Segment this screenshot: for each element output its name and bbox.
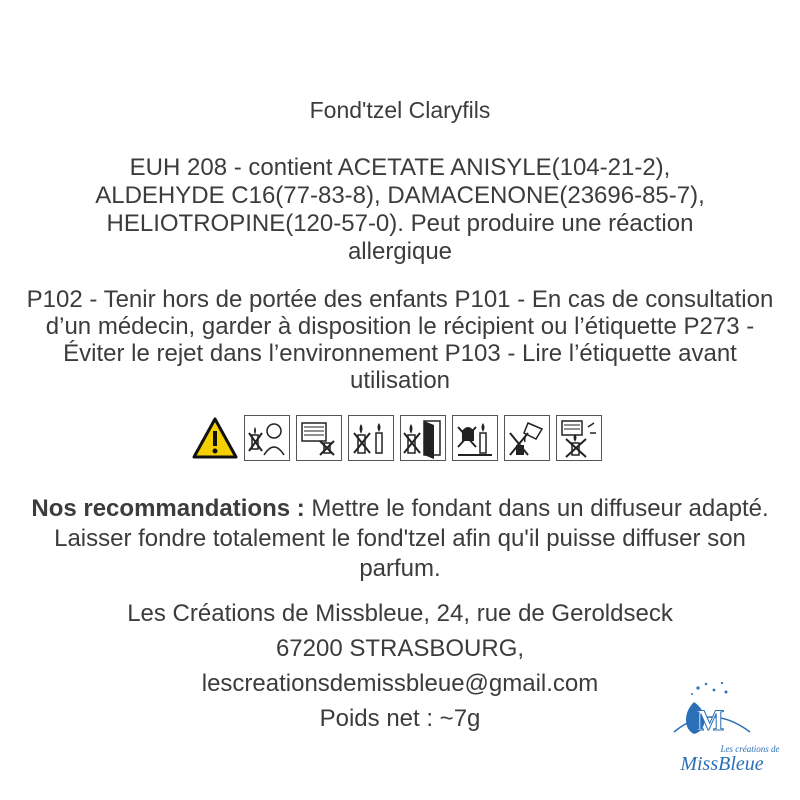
do-not-expose-to-heat-icon [296, 415, 342, 461]
recommendations-text: Mettre le fondant dans un diffuseur adapté. Laisser fondre totalement le fond'tzel afin qu'il puisse diffuser son parfum. [54, 495, 769, 582]
address-line-2: 67200 STRASBOURG, [275, 635, 525, 662]
keep-away-from-flammables-icon [452, 415, 498, 461]
warning-triangle-icon [192, 415, 238, 461]
precautionary-statements: P102 - Tenir hors de portée des enfants P101 - En cas de consultation d’un médecin, garder à disposition le récipient ou l’étiquette P273 - Éviter le rejet dans l’environnement P103 - Lire l’étiquette avant utilisation [26, 286, 774, 394]
address-line-1: Les Créations de Missbleue, 24, rue de Geroldseck [127, 600, 673, 627]
safety-pictograms [192, 412, 612, 464]
brand-logo [664, 680, 780, 772]
logo-tagline: Les créations de [720, 744, 780, 754]
keep-away-from-draughts-icon [400, 415, 446, 461]
keep-away-from-children-icon [244, 415, 290, 461]
do-not-burn-near-objects-icon [556, 415, 602, 461]
euh-statement: EUH 208 - contient ACETATE ANISYLE(104-21-2), ALDEHYDE C16(77-83-8), DAMACENONE(23696-85-7), HELIOTROPINE(120-57-0). Peut produire une réaction allergique [95, 154, 705, 265]
net-weight: Poids net : ~7g [319, 705, 481, 732]
recommendations [20, 494, 780, 584]
svg-text:M: M [695, 704, 725, 737]
contact-email: lescreationsdemissbleue@gmail.com [201, 670, 599, 697]
do-not-leave-burning-unattended-icon [348, 415, 394, 461]
logo-name: MissBleue [680, 753, 764, 772]
product-title: Fond'tzel Claryfils [309, 97, 491, 123]
recommendations-heading: Nos recommandations : [31, 495, 305, 522]
do-not-pour-water-icon [504, 415, 550, 461]
